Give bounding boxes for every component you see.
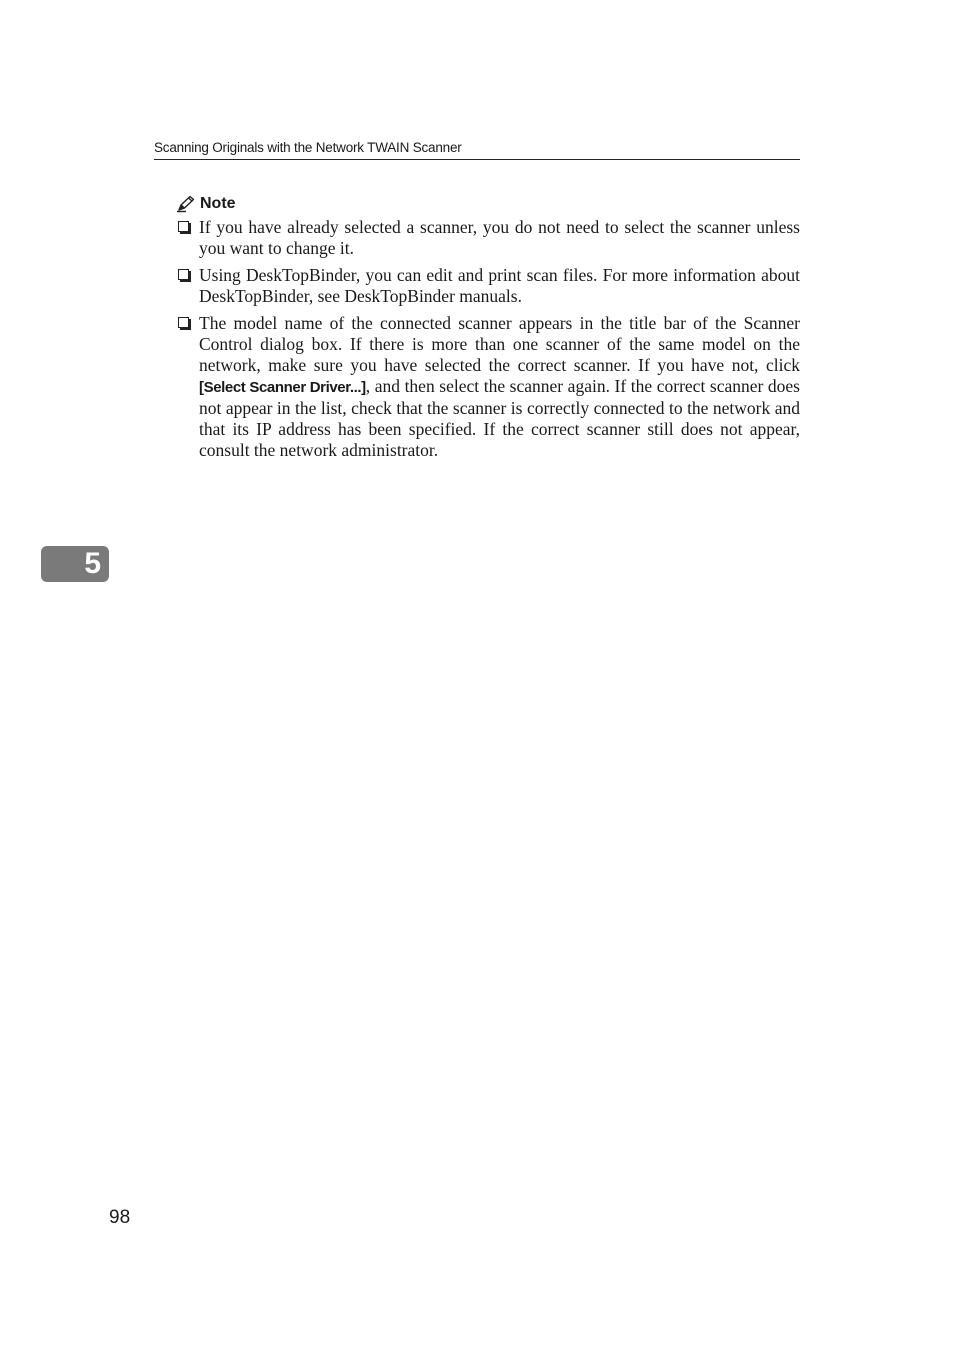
note-item bbox=[176, 217, 800, 259]
note-block bbox=[176, 193, 800, 467]
note-item-text: Using DeskTopBinder, you can edit and print scan files. For more information about DeskTopBinder, see DeskTopBinder manuals. bbox=[199, 265, 800, 306]
note-heading-label: Note bbox=[200, 195, 236, 212]
chapter-number: 5 bbox=[84, 547, 101, 580]
pencil-icon bbox=[176, 195, 196, 213]
note-item-text bbox=[199, 313, 800, 461]
checkbox-bullet-icon bbox=[176, 313, 199, 461]
note-item-text-before: The model name of the connected scanner appears in the title bar of the Scanner Control dialog box. If there is more than one scanner of the same model on the network, make sure you have selected the correct scanner. If you have not, click bbox=[199, 313, 800, 375]
note-item bbox=[176, 265, 800, 307]
note-item bbox=[176, 313, 800, 461]
checkbox-bullet-icon bbox=[176, 265, 199, 307]
checkbox-bullet-icon bbox=[176, 217, 199, 259]
note-item-text: If you have already selected a scanner, you do not need to select the scanner unless you want to change it. bbox=[199, 217, 800, 258]
running-header bbox=[154, 139, 800, 160]
note-heading bbox=[176, 193, 800, 215]
note-list bbox=[176, 217, 800, 461]
running-header-title: Scanning Originals with the Network TWAIN Scanner bbox=[154, 140, 462, 155]
note-item-text-after: , and then select the scanner again. If the correct scanner does not appear in the list, check that the scanner is correctly connected to the network and that its IP address has been specified. If the correct scanner still does not appear, consult the network administrator. bbox=[199, 375, 800, 460]
page-number: 98 bbox=[109, 1207, 131, 1228]
chapter-tab bbox=[41, 546, 109, 582]
select-scanner-driver-key-label: [Select Scanner Driver...] bbox=[199, 378, 366, 396]
